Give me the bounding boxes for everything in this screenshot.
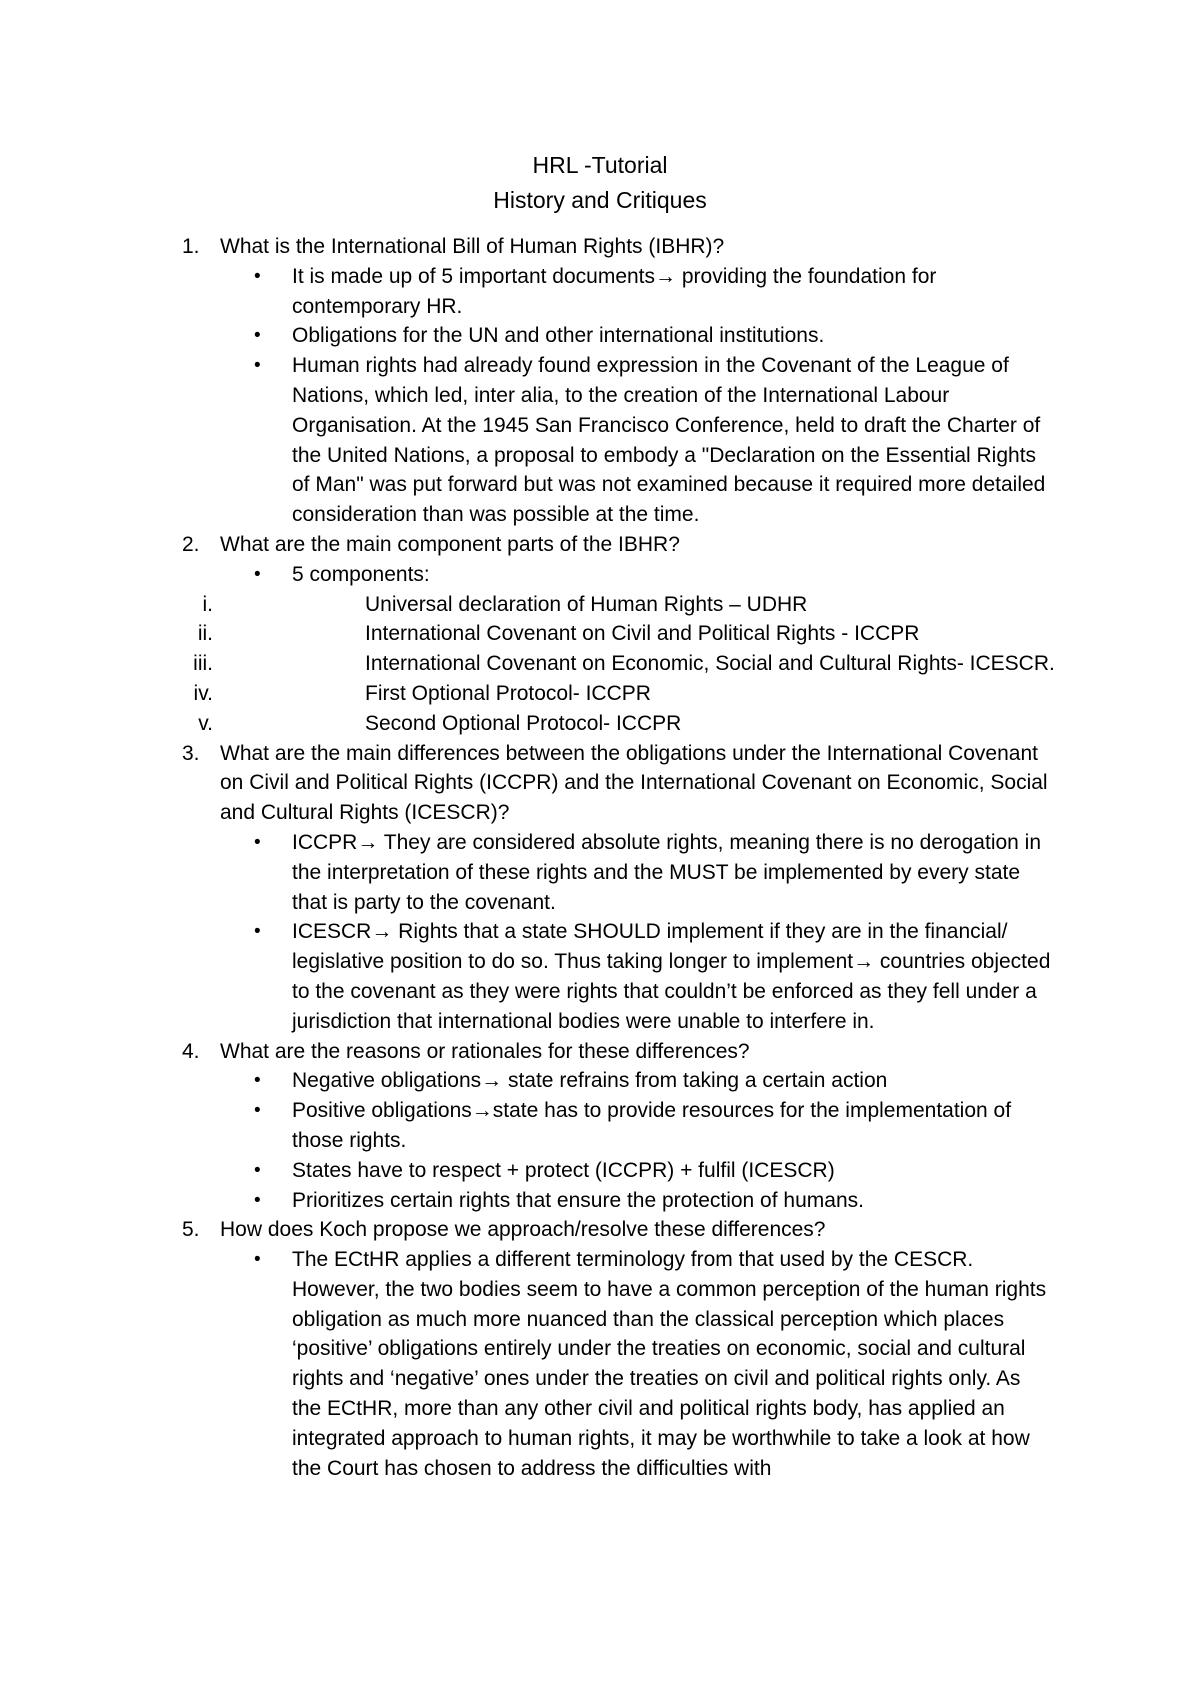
bullet-icon: •: [254, 355, 261, 377]
component-item: [0, 709, 1055, 739]
bullet-text: 5 components:: [292, 562, 430, 586]
question-2: [0, 530, 1050, 560]
bullet-text: Human rights had already found expression in the Covenant of the League of Nations, which led, inter alia, to the creation of the International Labour Organisation. At the 1945 San Francisco Conference, held to draft the Charter of the United Nations, a proposal to embody a "Declaration on the Essential Rights of Man" was put forward but was not examined because it required more detailed consideration than was possible at the time.: [292, 354, 1046, 527]
bullet-icon: •: [254, 831, 261, 853]
question-5: [0, 1215, 1050, 1245]
bullet-item: [0, 262, 1052, 322]
question-text: How does Koch propose we approach/resolve these differences?: [220, 1218, 826, 1242]
bullet-text: The ECtHR applies a different terminology from that used by the CESCR. However, the two bodies seem to have a common perception of the human rights obligation as much more nuanced than the classical perception which places ‘positive’ obligations entirely under the treaties on economic, social and cultural rights and ‘negative’ ones under the treaties on civil and political rights only. As the ECtHR, more than any other civil and political rights body, has applied an integrated approach to human rights, it may be worthwhile to take a look at how the Court has chosen to address the difficulties with: [292, 1248, 1047, 1480]
question-3: [0, 739, 1050, 828]
bullet-icon: •: [254, 1100, 261, 1122]
bullet-icon: •: [254, 1189, 261, 1211]
roman-numeral: iii.: [193, 652, 213, 676]
bullet-item: [0, 351, 1052, 530]
component-text: International Covenant on Economic, Social and Cultural Rights- ICESCR.: [365, 652, 1055, 676]
bullet-icon: •: [254, 563, 261, 585]
question-number: 2.: [182, 532, 200, 556]
bullet-icon: •: [254, 325, 261, 347]
bullet-item: [0, 1245, 1052, 1483]
bullet-item: [0, 1156, 1052, 1186]
bullet-item: [0, 828, 1052, 917]
bullet-item: [0, 1186, 1052, 1216]
question-text: What are the reasons or rationales for these differences?: [220, 1039, 750, 1063]
component-item: [0, 679, 1055, 709]
bullet-text: It is made up of 5 important documents→ providing the foundation for contemporary HR.: [292, 264, 937, 318]
bullet-icon: •: [254, 265, 261, 287]
bullet-item: [0, 560, 1052, 590]
bullet-text: ICESCR→ Rights that a state SHOULD implement if they are in the financial/ legislative position to do so. Thus taking longer to implement→ countries objected to the covenant as they were rights that couldn’t be enforced as they fell under a jurisdiction that international bodies were unable to interfere in.: [292, 920, 1051, 1033]
bullet-text: Prioritizes certain rights that ensure the protection of humans.: [292, 1188, 864, 1212]
document-subtitle: History and Critiques: [493, 187, 707, 213]
component-item: [0, 619, 1055, 649]
roman-numeral: iv.: [193, 681, 213, 705]
component-text: International Covenant on Civil and Political Rights - ICCPR: [365, 622, 920, 646]
bullet-item: [0, 917, 1052, 1036]
roman-numeral: v.: [198, 711, 213, 735]
question-list: [0, 232, 1200, 1483]
component-text: Second Optional Protocol- ICCPR: [365, 711, 682, 735]
question-text: What are the main component parts of the IBHR?: [220, 532, 680, 556]
bullet-icon: •: [254, 921, 261, 943]
question-text: What are the main differences between the obligations under the International Covenant on Civil and Political Rights (ICCPR) and the International Covenant on Economic, Social and Cultural Rights (ICESCR)?: [220, 741, 1048, 825]
question-text: What is the International Bill of Human Rights (IBHR)?: [220, 235, 725, 258]
component-item: [0, 590, 1055, 620]
bullet-text: States have to respect + protect (ICCPR) + fulfil (ICESCR): [292, 1158, 835, 1182]
bullet-item: [0, 1096, 1052, 1156]
component-item: [0, 649, 1055, 679]
bullet-text: ICCPR→ They are considered absolute rights, meaning there is no derogation in the interpretation of these rights and the MUST be implemented by every state that is party to the covenant.: [292, 830, 1042, 914]
bullet-text: Obligations for the UN and other international institutions.: [292, 324, 825, 348]
bullet-text: Positive obligations→state has to provide resources for the implementation of those rights.: [292, 1099, 1012, 1152]
roman-numeral: i.: [202, 592, 213, 616]
question-4: [0, 1037, 1050, 1067]
component-text: First Optional Protocol- ICCPR: [365, 681, 651, 705]
question-number: 4.: [182, 1039, 200, 1063]
bullet-text: Negative obligations→ state refrains from taking a certain action: [292, 1069, 888, 1093]
question-number: 1.: [182, 235, 200, 258]
component-text: Universal declaration of Human Rights – UDHR: [365, 592, 808, 616]
bullet-icon: •: [254, 1159, 261, 1181]
bullet-icon: •: [254, 1070, 261, 1092]
roman-numeral: ii.: [197, 622, 213, 646]
question-1: [0, 232, 1050, 262]
bullet-icon: •: [254, 1249, 261, 1271]
question-number: 3.: [182, 741, 200, 765]
question-number: 5.: [182, 1218, 200, 1242]
bullet-item: [0, 1066, 1052, 1096]
document-title: HRL -Tutorial: [532, 152, 668, 178]
bullet-item: [0, 321, 1052, 351]
title-block: [0, 148, 1200, 218]
